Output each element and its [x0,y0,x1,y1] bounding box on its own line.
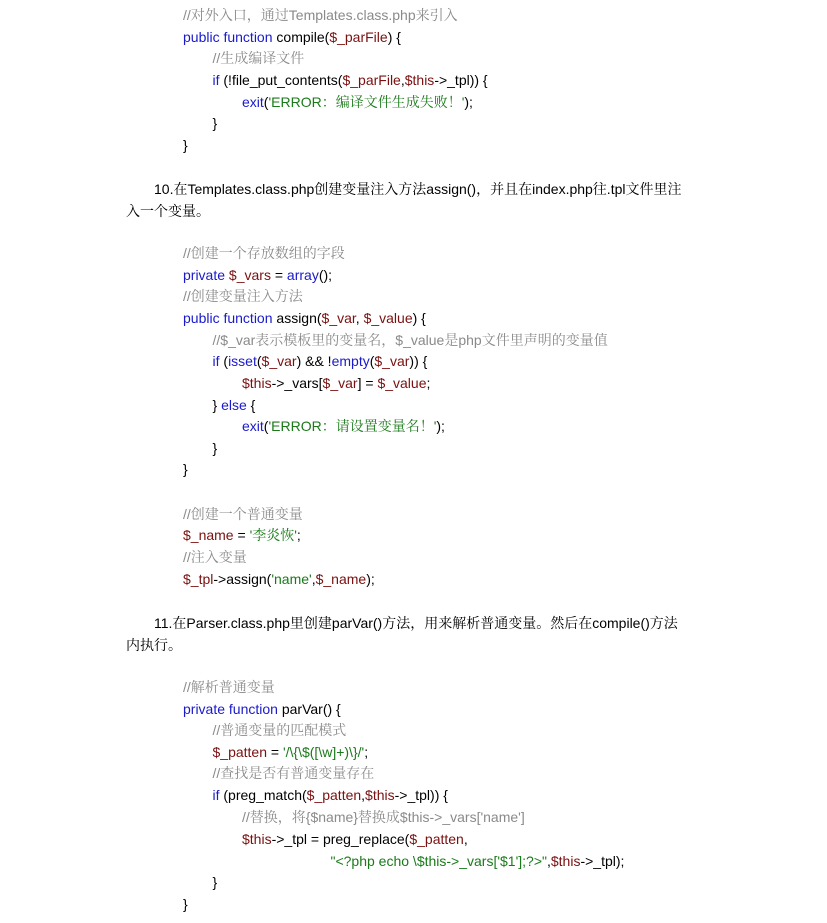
code-token: = [233,527,250,543]
code-token: //对外入口，通过Templates.class.php来引入 [183,7,458,23]
code-token: //解析普通变量 [183,679,275,695]
code-token: $_parFile [329,29,388,45]
code-token: else [221,397,247,413]
code-token: 'ERROR：请设置变量名！' [268,418,437,434]
code-token: //替换，将{$name}替换成$this->_vars['name'] [242,809,525,825]
code-token: = [270,267,287,283]
code-line [213,352,428,370]
code-token: empty [331,353,370,369]
code-token: 'name' [271,571,312,587]
code-token: $this [365,787,395,803]
code-line [213,439,218,457]
code-token: if [212,787,220,803]
code-token: 'ERROR：编译文件生成失败！' [268,94,465,110]
code-token: , [463,831,468,847]
code-token: } [183,461,188,477]
code-token: assign( [272,310,322,326]
code-token: ); [436,418,445,434]
code-line [183,678,275,696]
code-token: } [183,137,188,153]
code-token: '/\{\$([\w]+)\}/' [282,744,365,760]
code-token: } [212,397,222,413]
code-token: ); [366,571,375,587]
code-line [183,570,375,588]
code-token: //生成编译文件 [212,50,305,66]
code-token: , [361,787,366,803]
code-token: isset [228,353,257,369]
code-token: ( [219,353,229,369]
code-token: "<?php echo \$this->_vars['$1'];?>" [330,853,547,869]
code-token: //创建一个存放数组的字段 [183,245,345,261]
code-token: exit [242,94,264,110]
code-token: compile( [272,29,330,45]
code-token: , [355,310,364,326]
code-line [183,244,345,262]
code-line [183,505,303,523]
code-token: , [311,571,316,587]
code-token: ( [256,353,262,369]
code-token: ); [464,94,473,110]
code-token: //创建一个普通变量 [183,506,303,522]
code-token: { [246,397,256,413]
code-line [213,786,448,804]
code-token: , [546,853,551,869]
code-token: ; [426,375,431,391]
paragraph-10 [126,178,716,222]
code-token: $this [550,853,581,869]
code-token: $this [404,72,435,88]
code-line [242,417,445,435]
code-token: ->_vars[ [271,375,323,391]
code-line [183,548,247,566]
code-token: $this [242,831,272,847]
code-token: //查找是否有普通变量存在 [212,765,375,781]
code-token: //注入变量 [183,549,247,565]
code-line [183,287,303,305]
code-token: //普通变量的匹配模式 [212,722,347,738]
code-token: ->_tpl = preg_replace( [271,831,410,847]
code-token: ->_tpl)) { [434,72,488,88]
code-token: if [212,353,220,369]
code-token: ->assign( [213,571,272,587]
code-line [213,396,256,414]
code-line [213,71,488,89]
code-line [242,93,473,111]
code-token: $_var [322,375,358,391]
code-line [183,309,426,327]
code-token: ) { [412,310,426,326]
code-token: } [212,115,218,131]
code-token: parVar() { [277,701,341,717]
code-line [242,830,468,848]
code-token: ( [263,94,269,110]
code-token: public function [183,29,273,45]
code-token: $_vars [228,267,271,283]
code-line [213,873,218,891]
code-token: (!file_put_contents( [219,72,343,88]
code-line [213,721,347,739]
code-token: ->_tpl); [580,853,625,869]
code-token: '李炎恢' [249,527,297,543]
code-line [213,114,218,132]
code-token: private [183,267,226,283]
code-token: ) && ! [296,353,332,369]
code-token: ] = [357,375,378,391]
code-token: if [212,72,220,88]
code-token: ( [369,353,375,369]
code-line [183,460,188,478]
code-token: array [286,267,319,283]
code-token: $_var [321,310,356,326]
code-token: ) { [387,29,401,45]
code-token: } [212,874,218,890]
paragraph-11-line-1: 11.在Parser.class.php里创建parVar()方法，用来解析普通变量。然后在compile()方法 [154,615,678,631]
code-token: ->_tpl)) { [394,787,448,803]
code-token: $_value [363,310,413,326]
code-line [183,700,341,718]
paragraph-11 [126,612,716,656]
code-token: public function [183,310,273,326]
code-token: ; [296,527,301,543]
paragraph-10-line-2: 入一个变量。 [126,203,210,219]
code-line [242,374,430,392]
code-line [183,266,332,284]
code-line [213,743,369,761]
code-line [183,895,188,913]
code-token: ( [263,418,269,434]
code-token: } [183,896,188,912]
code-token: $_name [183,527,234,543]
code-token: $_name [315,571,367,587]
code-line [183,526,301,544]
code-line [183,136,188,154]
code-token: //创建变量注入方法 [183,288,303,304]
code-token: $_var [374,353,410,369]
code-line [213,331,608,349]
paragraph-10-line-1: 10.在Templates.class.php创建变量注入方法assign()，并且在index.php往.tpl文件里注 [154,181,682,197]
code-token: $_patten [409,831,464,847]
code-token: $_patten [212,744,267,760]
code-line [331,852,625,870]
code-token: , [400,72,405,88]
code-line [183,6,458,24]
code-line [242,808,525,826]
code-token: $_var [261,353,297,369]
code-token: ; [364,744,369,760]
paragraph-11-line-2: 内执行。 [126,637,182,653]
code-token: $_tpl [183,571,214,587]
code-token: } [212,440,218,456]
code-line [213,764,375,782]
code-line [183,28,401,46]
code-token: $_value [377,375,427,391]
code-token: private function [183,701,278,717]
code-token: (preg_match( [219,787,307,803]
code-token: exit [242,418,264,434]
code-token: $this [242,375,272,391]
code-token: = [267,744,283,760]
code-line [213,49,305,67]
code-token: $_parFile [342,72,401,88]
code-token: $_patten [306,787,362,803]
code-token: (); [318,267,333,283]
code-token: //$_var表示模板里的变量名，$_value是php文件里声明的变量值 [212,332,608,348]
code-token: )) { [409,353,428,369]
